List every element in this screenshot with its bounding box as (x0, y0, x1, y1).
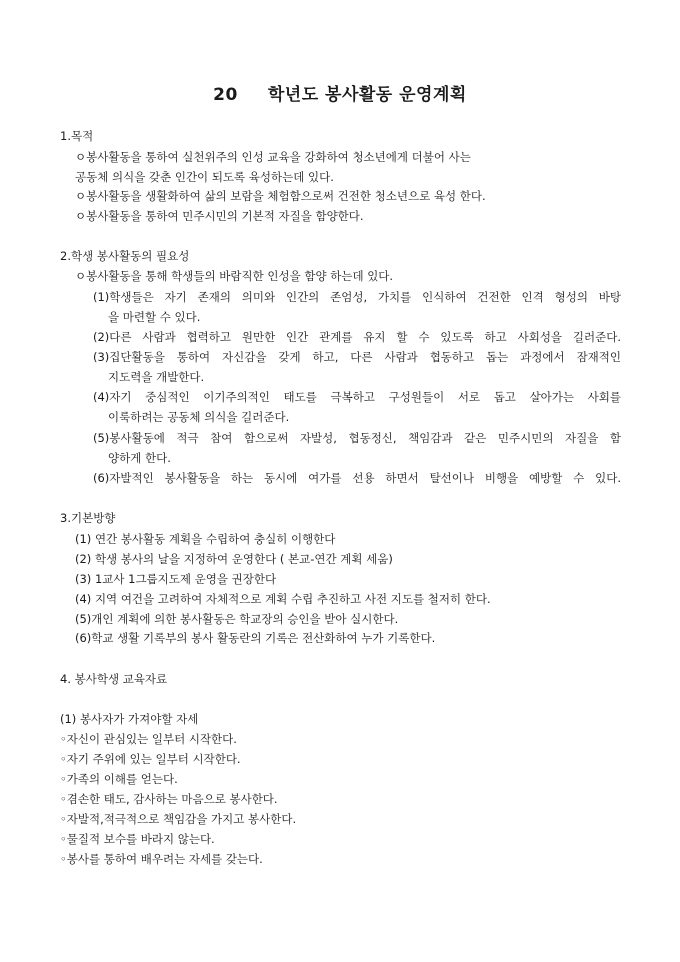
section-2-item-2: (2)다른 사람과 협력하고 원만한 인간 관계를 유지 할 수 있도록 하고 사회성을 길러준다. (93, 330, 621, 344)
section-4-bullet-2: ◦자기 주위에 있는 일부터 시작한다. (60, 752, 241, 766)
section-2-item-3: (3)집단활동을 통하여 자신감을 갖게 하고, 다른 사람과 협동하고 돕는 과정에서 잠재적인 (93, 350, 621, 364)
section-2-item-4-cont: 이룩하려는 공동체 의식을 길러준다. (108, 410, 290, 424)
section-3-item-4: (4) 지역 여건을 고려하여 자체적으로 계획 수립 추진하고 사전 지도를 철저히 한다. (75, 592, 491, 606)
section-2-item-3-cont: 지도력을 개발한다. (108, 370, 205, 384)
section-4-bullet-3: ◦가족의 이해를 얻는다. (60, 772, 178, 786)
section-4-bullet-6: ◦물질적 보수를 바라지 않는다. (60, 832, 215, 846)
section-2-item-5-cont: 양하게 한다. (108, 451, 171, 465)
section-4-bullet-1: ◦자신이 관심있는 일부터 시작한다. (60, 732, 237, 746)
section-2-item-1-cont: 을 마련할 수 있다. (108, 310, 201, 324)
section-2-heading: 2.학생 봉사활동의 필요성 (60, 249, 190, 263)
section-3-item-2: (2) 학생 봉사의 날을 지정하여 운영한다 ( 본교-연간 계획 세움) (75, 552, 393, 566)
section-4-bullet-7: ◦봉사를 통하여 배우려는 자세를 갖는다. (60, 852, 263, 866)
section-3-item-3: (3) 1교사 1그룹지도제 운영을 권장한다 (75, 572, 277, 586)
section-2-item-5: (5)봉사활동에 적극 참여 함으로써 자발성, 협동정신, 책임감과 같은 민주시민의 자질을 함 (93, 431, 621, 445)
section-4-bullet-4: ◦겸손한 태도, 감사하는 마음으로 봉사한다. (60, 792, 278, 806)
section-3-item-1: (1) 연간 봉사활동 계획을 수립하여 충실히 이행한다 (75, 532, 336, 546)
section-3-item-5: (5)개인 계획에 의한 봉사활동은 학교장의 승인을 받아 실시한다. (75, 612, 399, 626)
section-4-bullet-5: ◦자발적,적극적으로 책임감을 가지고 봉사한다. (60, 812, 297, 826)
title-year: 20 (213, 85, 238, 105)
section-2-item-4: (4)자기 중심적인 이기주의적인 태도를 극복하고 구성원들이 서로 돕고 살아가는 사회를 (93, 390, 621, 404)
section-1-heading: 1.목적 (60, 129, 94, 143)
section-4-subheading: (1) 봉사자가 가져야할 자세 (60, 712, 199, 726)
section-2-intro: ㅇ봉사활동을 통해 학생들의 바람직한 인성을 함양 하는데 있다. (75, 269, 394, 283)
title-text: 학년도 봉사활동 운영계획 (267, 85, 467, 105)
section-1-item-1-cont: 공동체 의식을 갖춘 인간이 되도록 육성하는데 있다. (75, 170, 334, 184)
section-2-item-6: (6)자발적인 봉사활동을 하는 동시에 여가를 선용 하면서 탈선이나 비행을 예방할 수 있다. (93, 471, 621, 485)
section-1-item-1: ㅇ봉사활동을 통하여 실천위주의 인성 교육을 강화하여 청소년에게 더불어 사는 (75, 150, 471, 164)
section-1-item-2: ㅇ봉사활동을 생활화하여 삶의 보람을 체험함으로써 건전한 청소년으로 육성 한다. (75, 189, 486, 203)
section-3-heading: 3.기본방향 (60, 511, 116, 525)
section-2-item-1: (1)학생들은 자기 존재의 의미와 인간의 존엄성, 가치를 인식하여 건전한 인격 형성의 바탕 (93, 290, 621, 304)
section-4-heading: 4. 봉사학생 교육자료 (60, 672, 168, 686)
section-3-item-6: (6)학교 생활 기록부의 봉사 활동란의 기록은 전산화하여 누가 기록한다. (75, 631, 436, 645)
page-title (0, 80, 680, 105)
section-1-item-3: ㅇ봉사활동을 통하여 민주시민의 기본적 자질을 함양한다. (75, 209, 364, 223)
